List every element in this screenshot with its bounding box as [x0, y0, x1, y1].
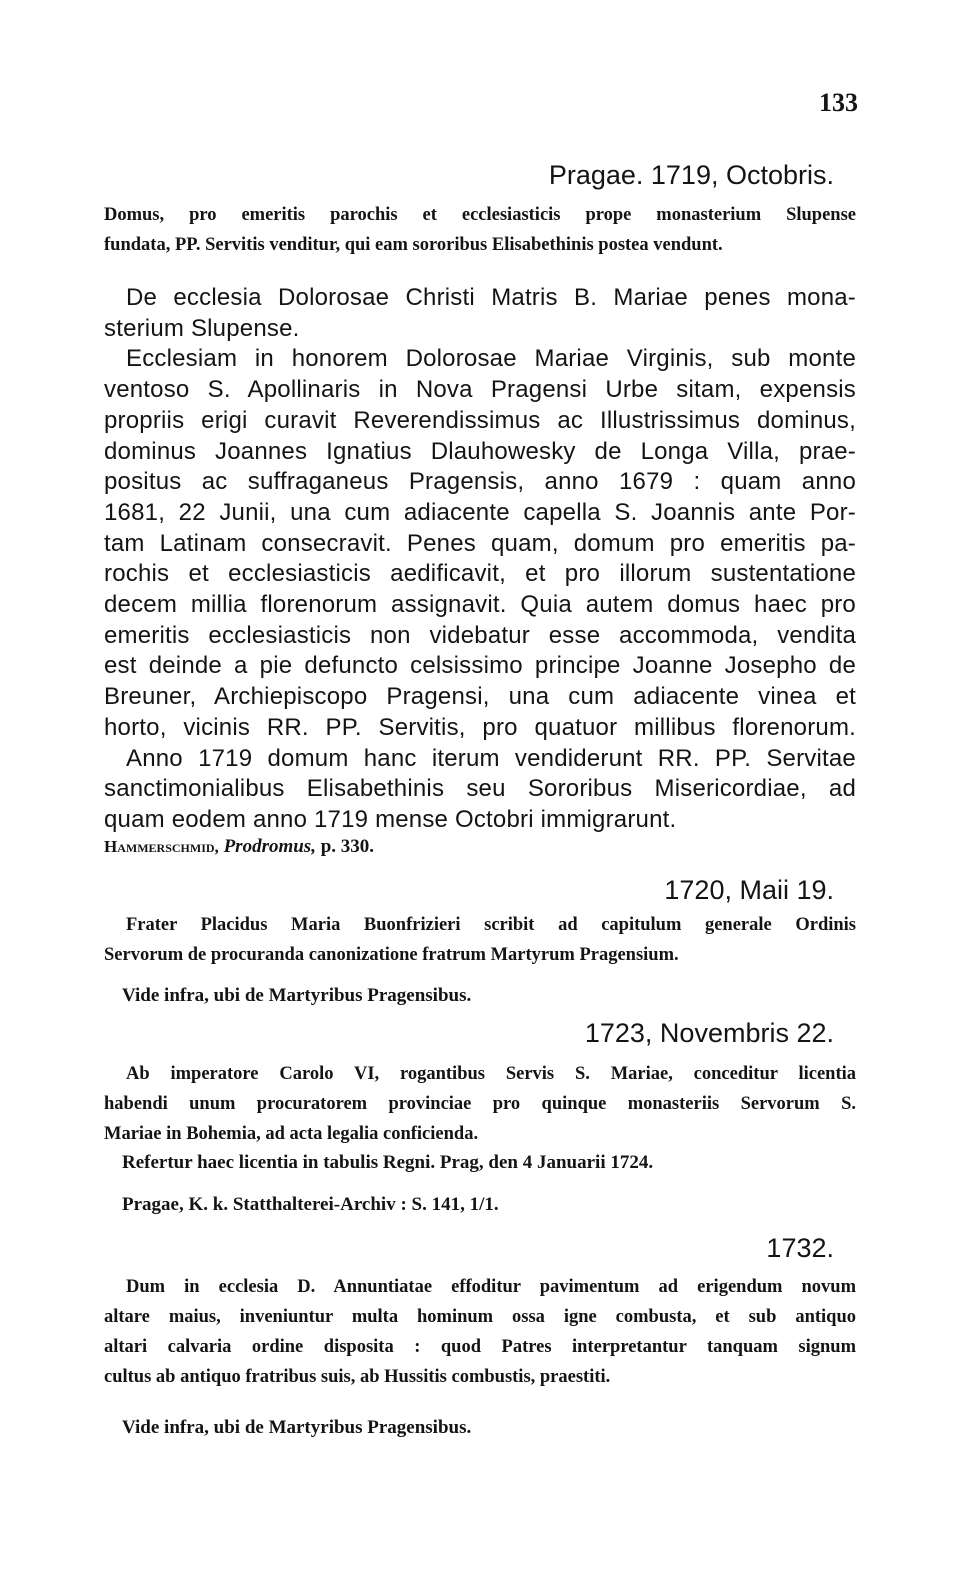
section-summary-3 — [104, 1059, 856, 1149]
source-page: p. 330. — [320, 836, 375, 857]
body-line: sterium Slupense. — [104, 314, 300, 342]
body-line: sanctimonialibus Elisabethinis seu Sororibus Misericordiae, ad — [104, 775, 856, 803]
body-line: propriis erigi curavit Reverendissimus ac Illustrissimus dominus, — [104, 406, 856, 434]
summary-line: Frater Placidus Maria Buonfrizieri scribit ad capitulum generale Ordinis — [126, 915, 856, 935]
body-line: tam Latinam consecravit. Penes quam, domum pro emeritis pa- — [104, 529, 856, 557]
section-date-1: Pragae. 1719, Octobris. — [548, 160, 834, 190]
body-line: rochis et ecclesiasticis aedificavit, et pro illorum sustentatione — [104, 560, 856, 588]
section-summary-1 — [104, 200, 856, 260]
source-citation-1 — [104, 836, 374, 858]
summary-line: Mariae in Bohemia, ad acta legalia conficienda. — [104, 1124, 479, 1144]
section-date-3: 1723, Novembris 22. — [584, 1018, 834, 1048]
section-summary-4 — [104, 1272, 856, 1392]
section-date-4: 1732. — [766, 1233, 834, 1263]
body-line: emeritis ecclesiasticis non videbatur esse accommoda, vendita — [104, 621, 856, 649]
summary-line: Dum in ecclesia D. Annuntiatae effoditur pavimentum ad erigendum novum — [126, 1277, 856, 1297]
source-work: Prodromus, — [223, 836, 316, 857]
body-line: decem millia florenorum assignavit. Quia autem domus haec pro — [104, 591, 856, 619]
body-line: quam eodem anno 1719 mense Octobri immigrarunt. — [104, 805, 677, 833]
body-line: est deinde a pie defuncto celsissimo principe Joanne Josepho de — [104, 652, 856, 680]
body-line: dominus Joannes Ignatius Dlauhowesky de Longa Villa, prae- — [104, 437, 856, 465]
summary-line: Domus, pro emeritis parochis et ecclesiasticis prope monasterium Slupense — [104, 205, 856, 225]
section-summary-2 — [104, 910, 856, 970]
summary-line: altari calvaria ordine disposita : quod Patres interpretantur tanquam signum — [104, 1337, 856, 1357]
section-date-2: 1720, Maii 19. — [664, 875, 834, 905]
summary-line: cultus ab antiquo fratribus suis, ab Hussitis combustis, praestiti. — [104, 1367, 611, 1387]
section-note-3: Refertur haec licentia in tabulis Regni. Prag, den 4 Januarii 1724. — [122, 1152, 654, 1173]
section-source-3: Pragae, K. k. Statthalterei-Archiv : S. 141, 1/1. — [122, 1194, 499, 1215]
body-line: Ecclesiam in honorem Dolorosae Mariae Virginis, sub monte — [126, 345, 856, 373]
body-line: positus ac suffraganeus Pragensis, anno 1679 : quam anno — [104, 468, 856, 496]
section-note-2: Vide infra, ubi de Martyribus Pragensibus. — [122, 985, 472, 1006]
body-line: De ecclesia Dolorosae Christi Matris B. Mariae penes mona- — [126, 284, 856, 311]
summary-line: Ab imperatore Carolo VI, rogantibus Servis S. Mariae, conceditur licentia — [126, 1064, 856, 1084]
section-note-4: Vide infra, ubi de Martyribus Pragensibus. — [122, 1417, 472, 1438]
body-line: horto, vicinis RR. PP. Servitis, pro quatuor millibus florenorum. — [104, 713, 856, 741]
body-line: ventoso S. Apollinaris in Nova Pragensi Urbe sitam, expensis — [104, 376, 856, 404]
body-line: Anno 1719 domum hanc iterum vendiderunt RR. PP. Servitae — [126, 744, 856, 772]
body-line: Breuner, Archiepiscopo Pragensi, una cum adiacente vinea et — [104, 683, 856, 711]
body-line: 1681, 22 Junii, una cum adiacente capella S. Joannis ante Por- — [104, 498, 856, 526]
summary-line: altare maius, inveniuntur multa hominum ossa igne combusta, et sub antiquo — [104, 1307, 856, 1327]
source-author: Hammerschmid, — [104, 837, 219, 856]
page-number: 133 — [819, 88, 858, 117]
summary-line: fundata, PP. Servitis venditur, qui eam sororibus Elisabethinis postea vendunt. — [104, 235, 723, 255]
summary-line: habendi unum procuratorem provinciae pro quinque monasteriis Servorum S. — [104, 1094, 856, 1114]
summary-line: Servorum de procuranda canonizatione fratrum Martyrum Pragensium. — [104, 945, 679, 965]
section-body-1 — [104, 283, 856, 836]
